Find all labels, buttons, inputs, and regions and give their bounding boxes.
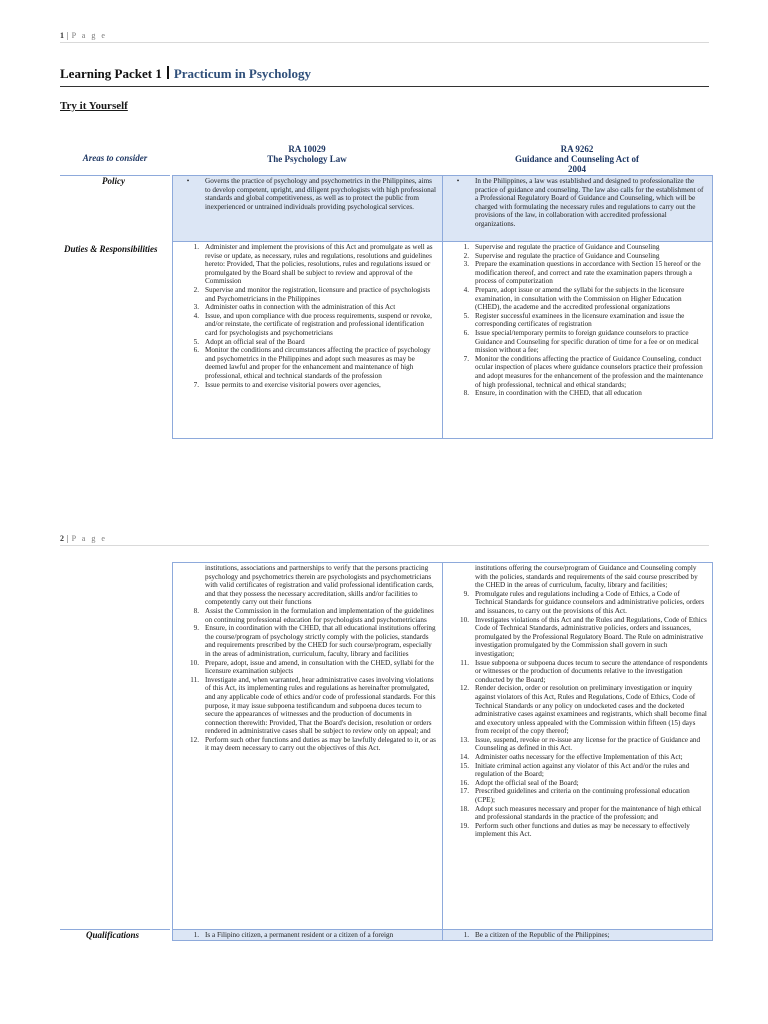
list-item: • Governs the practice of psychology and psychometrics in the Philippines, aims to develop competent, upright, and diligent psychologists with high professional standards and global competitiveness, as well as to protect the public from inexperienced or untrained individuals providing psychological services. [177,177,438,211]
page-top-rule [60,42,709,43]
policy-cell-ra9262 [442,175,713,242]
list-item: 1. Supervise and regulate the practice of Guidance and Counseling [463,243,660,251]
list-item: 12. Perform such other functions and duties as may be lawfully delegated to it, or as it may deem necessary to carry out the objectives of this Act. [190,735,436,753]
qualifications-cell-ra10029 [172,929,443,941]
section-title: Try it Yourself [60,100,128,112]
policy-text-ra10029: Governs the practice of psychology and psychometrics in the Philippines, aims to develop competent, upright, and diligent psychologists with high professional standards and global competitiveness, as well as to protect the public from inexperienced or untrained individuals providing psychological services. [205,177,436,211]
list-item: 5. Adopt an official seal of the Board [193,337,305,346]
page-top-rule [60,545,709,546]
duties-cont-intro-ra9262: institutions offering the course/program of Guidance and Counseling comply with the policies, standards and requirements of the said course prescribed by the CHED in the areas of curriculum, faculty, library and facilities; [475,564,698,590]
list-item: 4. Prepare, adopt issue or amend the syllabi for the subjects in the licensure examination, in consultation with the Commission on Higher Education (CHED), the academe and the accredited professional organizations [463,285,685,312]
list-item: 10. Investigates violations of this Act and the Rules and Regulations, Code of Ethics Code of Technical Standards, administrative policies, orders and issuances, promulgated by the Professional Regulatory Board. The Rule on administrative investigation promulgated by the Commission shall govern in such investigation; [460,615,707,658]
page-number: 2 | P a g e [60,534,107,543]
row-label-duties: Duties & Responsibilities [64,244,158,254]
list-item: 1. Administer and implement the provisions of this Act and promulgate as well as revise or update, as necessary, rules and regulations, resolutions and guidelines hereto: Provided, That the policies, resolutions, rules and regulations issued or promulgated by the Board shall be subject to review and approval of the Commission [193,243,433,286]
duties-list-ra9262 [447,243,708,398]
list-item: 17. Prescribed guidelines and criteria on the continuing professional education (CPE); [460,787,690,805]
list-item: 5. Register successful examinees in the licensure examination and issue the corresponding certificates of registration [463,311,685,329]
duties-cont-intro-ra10029: institutions, associations and partnerships to verify that the persons practicing psychology and psychometrics therein are psychologists and psychometricians with valid certificates of registration and valid professional identification cards, and that they possess the necessary accreditation, skills and/or facilities to competently carry out their functions [205,564,434,607]
header-divider [167,66,169,79]
page-number: 1 | P a g e [60,31,107,40]
list-item: 6. Monitor the conditions and circumstances affecting the practice of psychology and psychometrics in the Philippines and adopt such measures as may be deemed lawful and proper for the enhancement and maintenance of high professional, ethical and technical standards of the profession [193,346,431,380]
list-item: 7. Issue permits to and exercise visitorial powers over agencies, [193,380,381,389]
col1-code: RA 10029 [288,144,326,154]
areas-header: Areas to consider [82,153,148,163]
page-number-value: 2 [60,534,65,543]
list-item: 4. Issue, and upon compliance with due process requirements, suspend or revoke, and/or reinstate, the certificate of registration and professional identification card for psychologists and psychometricians [193,311,432,337]
list-item: 6. Issue special/temporary permits to foreign guidance counselors to practice Guidance and Counseling for specific duration of time for a fee or on medical mission without a fee; [463,328,699,355]
list-item: 8. Assist the Commission in the formulation and implementation of the guidelines on continuing professional education for psychologists and psychometricians [193,606,434,624]
duties-cell-ra9262 [442,241,713,439]
list-item: 18. Adopt such measures necessary and proper for the maintenance of high ethical and professional standards in the practice of the profession; and [460,804,702,822]
col1-name: The Psychology Law [267,154,347,164]
list-item: 9. Promulgate rules and regulations including a Code of Ethics, a Code of Technical Standards for guidance counselors and administrative policies, orders and issuances, to carry out the provisions of this Act. [463,589,705,615]
list-item: 2. Supervise and regulate the practice of Guidance and Counseling [463,251,660,260]
list-item: 7. Monitor the conditions affecting the practice of Guidance Counseling, conduct ocular inspection of places where guidance counselors practice their profession and adopt measures for the enhancement of the profession and the maintenance of high professional, technical and ethical standards; [463,354,704,389]
list-item: 3. Administer oaths in connection with the administration of this Act [193,303,396,312]
list-item: 13. Issue, suspend, revoke or re-issue any license for the practice of Guidance and Counseling as defined in this Act. [460,735,701,753]
list-item: 11. Issue subpoena or subpoena duces tecum to secure the attendance of respondents or witnesses or the production of documents relative to the investigation conducted by the Board; [460,658,708,684]
list-item: 16. Adopt the official seal of the Board; [460,778,579,787]
header-subtitle: Practicum in Psychology [173,66,312,81]
row-label-qualifications: Qualifications [86,930,140,940]
list-item: 14. Administer oaths necessary for the effective Implementation of this Act; [460,753,683,762]
duties-cont-cell-ra10029 [172,562,443,930]
column-header-ra9262 [442,144,712,174]
list-item: 9. Ensure, in coordination with the CHED, that all educational institutions offering the course/program of psychology strictly comply with the policies, standards and requirements prescribed by the CHED for such course/program, especially in the areas of administration, curriculum, faculty, library and facilities [193,624,436,658]
col2-name-line1: Guidance and Counseling Act of [514,154,640,164]
col2-name-line2: 2004 [568,164,586,174]
policy-cell-ra10029 [172,175,443,242]
list-item: 1. Is a Filipino citizen, a permanent resident or a citizen of a foreign [193,931,394,939]
list-item: 12. Render decision, order or resolution on preliminary investigation or inquiry against violators of this Act, Rules and Regulations, Code of Ethics, Code of Technical Standards or any policy on undocketed cases and the docketed administrative cases against examinees and registrants, which shall become final and executory unless appealed with the Commission within fifteen (15) days from receipt of the copy thereof; [460,684,707,736]
duties-cell-ra10029 [172,241,443,439]
col2-code: RA 9262 [560,144,594,154]
page-number-value: 1 [60,31,65,40]
duties-cont-cell-ra9262 [442,562,713,930]
list-item: 11. Investigate and, when warranted, hear administrative cases involving violations of this Act, its implementing rules and regulations as hereinafter promulgated, and any applicable code of ethics and/or code of professional standards. For this purpose, it may issue subpoena testificandum and subpoena duces tecum to secure the appearances of witnesses and the production of documents in connection therewith: Provided, That the Board's decision, resolution or orders rendered in administrative cases shall be subject to review only on appeal; and [190,675,436,736]
page-word: P a g e [71,534,107,543]
duties-cont-list-ra10029 [177,607,438,753]
list-item: • In the Philippines, a law was established and designed to professionalize the practice of guidance and counseling. The law also calls for the establishment of a Professional Regulatory Board of Guidance and Counseling, which will be charged with formulating the necessary rules and regulations to carry out the provisions of the law, in collaboration with accredited professional organizations. [447,177,708,229]
column-header-ra10029 [172,144,442,164]
list-item: 2. Supervise and monitor the registration, licensure and practice of psychologists and Psychometricians in the Philippines [193,285,431,303]
duties-cont-list-ra9262 [447,590,708,839]
qualifications-cell-ra9262 [442,929,713,941]
list-item: 19. Perform such other functions and duties as may be necessary to effectively implement this Act. [460,821,690,839]
list-item: 15. Initiate criminal action against any violator of this Act and/or the rules and regulation of the Board; [460,761,690,779]
list-item: 8. Ensure, in coordination with the CHED, that all education [463,389,642,398]
header-title: Learning Packet 1 [60,66,162,81]
list-item: 10. Prepare, adopt, issue and amend, in consultation with the CHED, syllabi for the licensure examination subjects [190,658,434,676]
policy-text-ra9262: In the Philippines, a law was established and designed to professionalize the practice of guidance and counseling. The law also calls for the establishment of a Professional Regulatory Board of Guidance and Counseling, which will be charged with formulating the necessary rules and regulations to carry out the provisions of the law, in collaboration with accredited professional organizations. [475,177,704,228]
row-label-policy: Policy [102,176,125,186]
page-word: P a g e [71,31,107,40]
list-item: 1. Be a citizen of the Republic of the Philippines; [463,931,610,939]
document-header [60,66,709,87]
duties-list-ra10029 [177,243,438,389]
list-item: 3. Prepare the examination questions in accordance with Section 15 hereof or the modification thereof, and correct and rate the examination papers through a process of computerization [463,260,701,286]
